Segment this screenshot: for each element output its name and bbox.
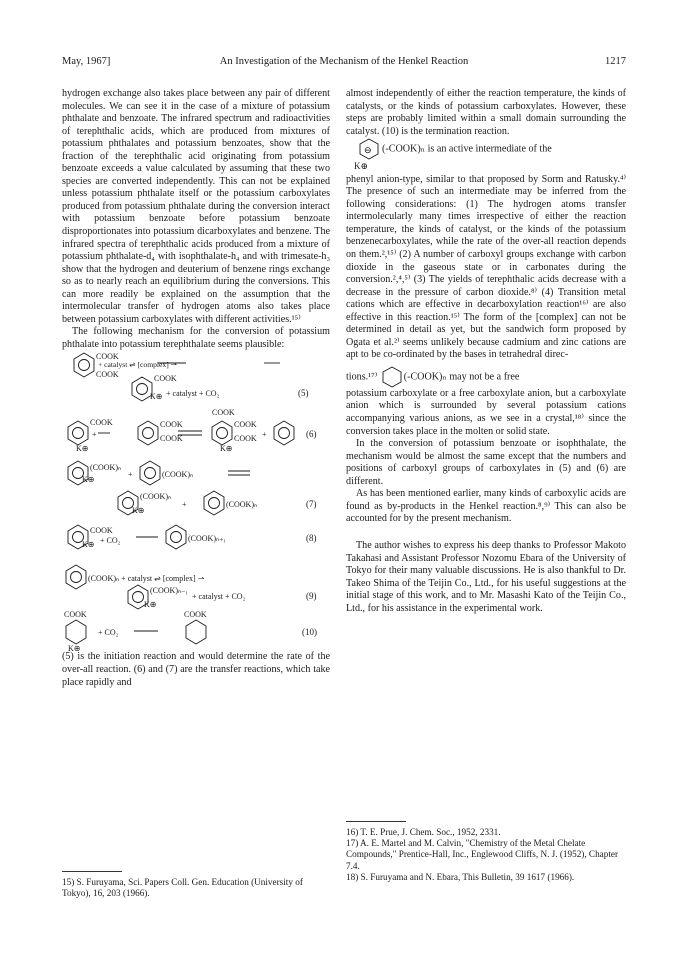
benzene-ring-icon xyxy=(66,565,86,589)
svg-text:COOK: COOK xyxy=(96,370,119,380)
svg-text:+: + xyxy=(128,470,133,480)
footnote-17: 17) A. E. Martel and M. Calvin, "Chemistry of the Metal Chelate Compounds," Prentice-Hall, Inc., Englewood Cliffs, N. J. (1952), Chapter 7.4. xyxy=(346,838,619,871)
svg-text:+ CO₂: + CO₂ xyxy=(98,628,119,638)
left-column xyxy=(62,88,330,689)
benzene-ring-icon xyxy=(380,366,404,388)
footnote-16: 16) T. E. Prue, J. Chem. Soc., 1952, 2331. xyxy=(346,827,501,837)
svg-text:K⊕: K⊕ xyxy=(76,444,89,454)
benzene-ring-icon xyxy=(140,461,160,485)
intermediate-formula: (-COOK)ₙ xyxy=(382,143,426,155)
footnote-15: 15) S. Furuyama, Sci. Papers Coll. Gen. Education (University of Tokyo), 16, 203 (1966). xyxy=(62,877,303,899)
svg-text:+ catalyst ⇌ [complex] ⇀: + catalyst ⇌ [complex] ⇀ xyxy=(98,360,178,370)
header-title: An Investigation of the Mechanism of the Henkel Reaction xyxy=(219,56,469,67)
benzene-ring-icon xyxy=(212,421,232,445)
benzene-ring-icon xyxy=(186,620,206,644)
svg-text:K⊕: K⊕ xyxy=(132,506,145,516)
benzene-ring-icon xyxy=(74,353,94,377)
directions-prefix: tions.¹⁷⁾ xyxy=(346,371,378,383)
svg-text:(COOK)ₙ₊₁: (COOK)ₙ₊₁ xyxy=(188,534,227,544)
svg-text:K⊕: K⊕ xyxy=(144,600,157,610)
footnotes-left xyxy=(62,877,330,899)
svg-text:COOK: COOK xyxy=(234,434,257,444)
svg-text:COOK: COOK xyxy=(64,610,87,620)
svg-text:⊖: ⊖ xyxy=(364,145,372,156)
svg-text:(COOK)ₙ + catalyst ⇌ [complex]: (COOK)ₙ + catalyst ⇌ [complex] ⇀ xyxy=(88,574,205,584)
paragraph-byproducts: As has been mentioned earlier, many kinds of carboxylic acids are found as by-products in the Henkel reaction.⁸,⁹⁾ This can also be accounted for by the present mechanism. xyxy=(346,488,626,525)
benzene-ring-icon xyxy=(66,620,86,644)
directions-formula: (-COOK)ₙ xyxy=(403,371,447,383)
svg-text:K⊕: K⊕ xyxy=(68,644,81,652)
benzene-ring-icon xyxy=(68,421,88,445)
paragraph-initiation: (5) is the initiation reaction and would determine the rate of the over-all reaction. (6) and (7) are the transfer reactions, which take place rapidly and xyxy=(62,651,330,688)
svg-text:COOK: COOK xyxy=(184,610,207,620)
svg-text:(5): (5) xyxy=(298,388,309,399)
reaction-scheme-drawing xyxy=(62,351,330,651)
svg-text:(COOK)ₙ₋₁: (COOK)ₙ₋₁ xyxy=(150,586,189,596)
svg-text:+ catalyst + CO₂: + catalyst + CO₂ xyxy=(192,592,246,602)
directions-suffix: may not be a free xyxy=(449,371,520,383)
svg-text:COOK: COOK xyxy=(160,420,183,430)
svg-text:COOK: COOK xyxy=(212,408,235,418)
benzene-ring-icon xyxy=(166,525,186,549)
svg-text:COOK: COOK xyxy=(90,418,113,428)
footnote-rule-left xyxy=(62,871,122,872)
reaction-scheme xyxy=(62,351,330,651)
paragraph-benzoate-conversion: In the conversion of potassium benzoate or isophthalate, the mechanism would be almost the same except that the numbers and positions of carboxyl groups of carboxylates in (5) and (6) are different. xyxy=(346,438,626,487)
svg-text:(COOK)ₙ: (COOK)ₙ xyxy=(162,470,194,480)
svg-text:(10): (10) xyxy=(302,627,317,638)
benzene-ring-icon xyxy=(132,377,152,401)
paragraph-considerations: phenyl anion-type, similar to that proposed by Sorm and Ratusky.⁴⁾ The presence of such an intermediate may be inferred from the following considerations: (1) The hydrogen atoms transfer intermolecularly many times irrespective of either the reaction temperature, the kinds of catalyst, or the kinds of the potassium benzenecarboxylates, while the rate of the over-all reaction depends on them.²,¹⁵⁾ (2) A number of carboxyl groups exchange with carbon dioxide in the gaseous state or in carbonates during the conversion.²,⁴,⁵⁾ (3) The yields of terephthalic acids decrease with a decrease in the pressure of carbon dioxide.⁸⁾ (4) Transition metal cations which are effective in decarboxylation reaction¹⁶⁾ are also effective in this reaction.¹⁵⁾ The form of the [complex] can not be determined in detail as yet, but the sandwich form proposed by Ogata et al.²⁾ seems unlikely because cadmium and zinc cations are apt to be co-ordinated by the bases in tetrahedral direc- xyxy=(346,173,626,361)
svg-text:+: + xyxy=(92,430,97,440)
svg-text:COOK: COOK xyxy=(234,420,257,430)
svg-text:COOK: COOK xyxy=(154,374,177,384)
svg-text:(COOK)ₙ: (COOK)ₙ xyxy=(226,500,258,510)
paragraph-hydrogen-exchange: hydrogen exchange also takes place between any pair of different molecules. We can see it in the case of a mixture of potassium phthalate and benzoate. The infrared spectrum and radioactivities of terephthalic acids, which are produced from mixtures of potassium phthalates and potassium benzoates, show that the fraction of the terephthalic acid originating from potassium benzoate exceeds a value calculated by assuming that these two species are converted independently. This can not be explained unless potassium phthalate itself or the potassium carboxylates produced from potassium phthalate during the conversion interact with potassium benzoate before potassium benzoate disproportionates into potassium dicarboxylates and benzene. The infrared spectra of terephthalic acids produced from a mixture of potassium phthalate-d₄ with isophthalate-h₄ and with trimesate-h₃ show that the hydrogen and deuterium of benzene rings exchange so as to nearly reach an equilibrium during the conversions. This can more readily be explained on the assumption that the intermolecular transfer of hydrogen atoms also takes place between potassium carboxylates with different activities.¹⁵⁾ xyxy=(62,88,330,325)
svg-text:(9): (9) xyxy=(306,591,317,602)
svg-text:+ catalyst + CO₂: + catalyst + CO₂ xyxy=(166,389,220,399)
paragraph-mechanism-intro: The following mechanism for the conversion of potassium phthalate into potassium terephthalate seems plausible: xyxy=(62,326,330,350)
svg-text:K⊕: K⊕ xyxy=(220,444,233,454)
svg-text:COOK: COOK xyxy=(96,352,119,362)
paragraph-acknowledgement: The author wishes to express his deep thanks to Professor Makoto Takahasi and Assistant Professor Nozomu Ebara of the University of Tokyo for their many valuable discussions. He is also thankful to Dr. Takeo Shima of the Teijin Co., Ltd., for his useful suggestions at the initial stage of this work, and to Mr. Masashi Kato of the Teijin Co., Ltd., for his assistance in the experimental work. xyxy=(346,539,626,614)
svg-text:(COOK)ₙ: (COOK)ₙ xyxy=(140,492,172,502)
svg-text:+: + xyxy=(262,430,267,440)
benzene-ring-icon xyxy=(274,421,294,445)
header-date: May, 1967] xyxy=(62,56,111,67)
paragraph-directions xyxy=(346,366,626,388)
right-column xyxy=(346,88,626,615)
svg-text:+: + xyxy=(182,500,187,510)
benzene-ring-icon xyxy=(204,491,224,515)
benzene-anion-icon xyxy=(356,138,382,160)
intermediate-cation: K⊕ xyxy=(354,161,369,172)
svg-text:COOK: COOK xyxy=(160,434,183,444)
svg-text:K⊕: K⊕ xyxy=(150,392,163,402)
svg-text:K⊕: K⊕ xyxy=(82,540,95,550)
footnote-rule-right xyxy=(346,821,406,822)
footnote-18: 18) S. Furuyama and N. Ebara, This Bulletin, 39 1617 (1966). xyxy=(346,871,575,882)
intermediate-suffix: is an active intermediate of the xyxy=(427,143,552,155)
paragraph-independence: almost independently of either the reaction temperature, the kinds of catalysts, or the kinds of potassium carboxylates. However, these steps are probably limited within a small domain surrounding the catalyst. (10) is the termination reaction. xyxy=(346,88,626,137)
paragraph-active-intermediate xyxy=(346,138,626,174)
svg-text:+ CO₂: + CO₂ xyxy=(100,536,121,546)
running-header xyxy=(62,56,626,72)
svg-text:COOK: COOK xyxy=(90,526,113,536)
svg-text:(COOK)ₙ: (COOK)ₙ xyxy=(90,463,122,473)
page-number: 1217 xyxy=(605,56,626,67)
svg-text:(6): (6) xyxy=(306,429,317,440)
benzene-ring-icon xyxy=(138,421,158,445)
svg-text:K⊕: K⊕ xyxy=(82,475,95,485)
svg-text:(8): (8) xyxy=(306,533,317,544)
footnotes-right xyxy=(346,827,626,883)
paragraph-carboxylate-anion: potassium carboxylate or a free carboxylate anion, but a carboxylate anion which is surrounded by several potassium cations accompanying various anions, as we see in a crystal,¹⁸⁾ since the conversion takes place in the molten or solid state. xyxy=(346,387,626,437)
svg-text:(7): (7) xyxy=(306,499,317,510)
